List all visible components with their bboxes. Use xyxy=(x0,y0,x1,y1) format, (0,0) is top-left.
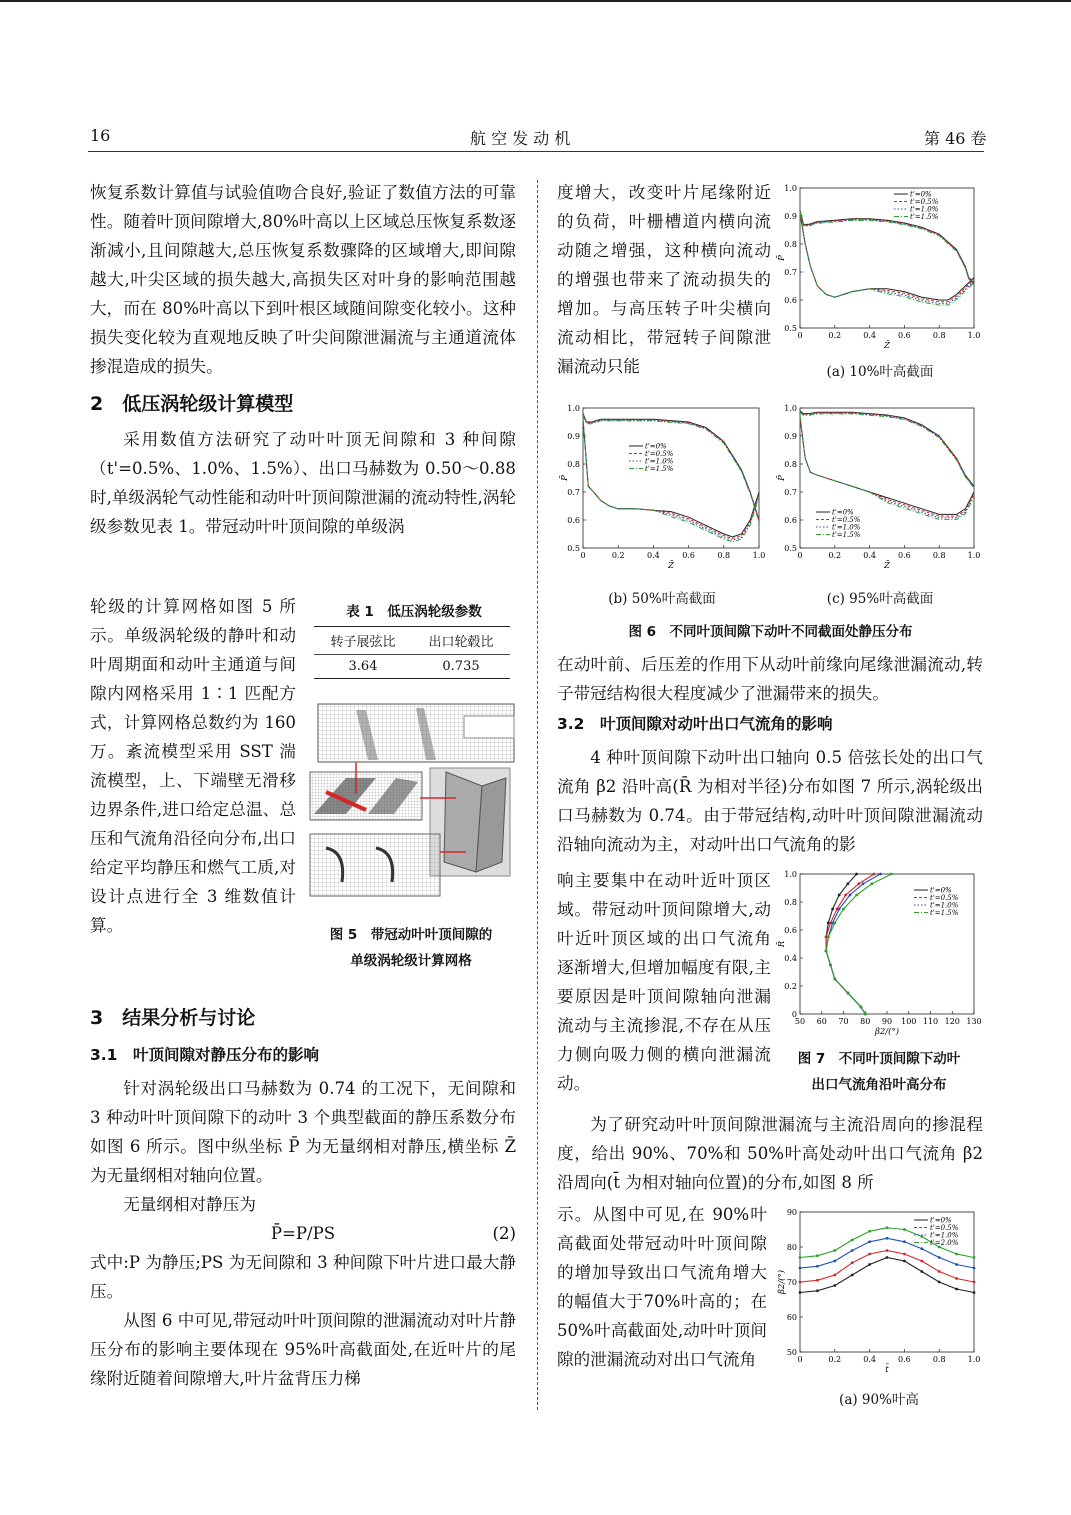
table-1 xyxy=(314,600,514,679)
paragraph: 采用数值方法研究了动叶叶顶无间隙和 3 种间隙（t'=0.5%、1.0%、1.5%）、出口马赫数为 0.50～0.88 时,单级涡轮气动性能和动叶叶顶间隙泄漏的流动特性,涡轮级参数见表 1。带冠动叶叶顶间隙的单级涡 xyxy=(90,430,516,536)
data-point xyxy=(833,1249,836,1252)
x-tick-label: 0 xyxy=(797,1355,803,1364)
x-tick-label: 100 xyxy=(901,1017,917,1026)
y-tick-label: 0.5 xyxy=(567,544,580,553)
data-point xyxy=(855,894,858,897)
right-column-mid xyxy=(557,650,983,859)
data-point xyxy=(886,1249,889,1252)
fig6c-label: (c) 95%叶高截面 xyxy=(826,591,934,607)
x-tick-label: 0 xyxy=(797,551,803,560)
data-point xyxy=(864,1013,867,1016)
data-point xyxy=(973,1256,976,1259)
data-point xyxy=(846,992,849,995)
data-point xyxy=(938,1270,941,1273)
right-column-lower xyxy=(557,1110,983,1197)
subsection-heading-3-1: 3.1 叶顶间隙对静压分布的影响 xyxy=(90,1046,319,1064)
data-point xyxy=(955,1277,958,1280)
y-tick-label: 0.6 xyxy=(784,296,797,305)
table-header: 出口轮毂比 xyxy=(428,635,494,650)
legend-label: t'=0% xyxy=(910,190,932,199)
x-tick-label: 130 xyxy=(966,1017,982,1026)
left-column-top xyxy=(90,178,516,541)
legend-label: t'=0.5% xyxy=(930,894,959,902)
legend-label: t'=1.0% xyxy=(930,901,959,910)
series-line-lower xyxy=(800,213,974,300)
data-point xyxy=(870,882,873,885)
data-point xyxy=(868,1263,871,1266)
data-point xyxy=(890,873,893,876)
data-point xyxy=(938,1281,941,1284)
legend-label: t'=0.5% xyxy=(645,450,674,458)
legend-label: t'=1.0% xyxy=(910,205,939,214)
legend-label: t'=0.5% xyxy=(930,1224,959,1232)
table-cell: 0.735 xyxy=(442,659,480,674)
data-point xyxy=(873,873,876,876)
data-point xyxy=(973,1267,976,1270)
x-tick-label: 0.8 xyxy=(932,331,946,340)
legend-label: t'=0.5% xyxy=(910,198,939,206)
legend-label: t'=1.5% xyxy=(832,531,861,539)
data-point xyxy=(825,950,828,953)
right-column-wrap-1 xyxy=(557,178,771,381)
x-tick-label: 0.6 xyxy=(898,1355,911,1364)
data-point xyxy=(799,1256,802,1259)
data-point xyxy=(827,936,830,939)
x-tick-label: 90 xyxy=(881,1017,893,1026)
data-point xyxy=(920,1270,923,1273)
paragraph: 式中:P 为静压;PS 为无间隙和 3 种间隙下叶片进口最大静压。 xyxy=(90,1253,516,1301)
x-tick-label: 0.8 xyxy=(932,551,946,560)
data-point xyxy=(860,1006,863,1009)
top-rule xyxy=(0,0,1071,2)
x-tick-label: 1.0 xyxy=(967,331,981,340)
table-title: 表 1 低压涡轮级参数 xyxy=(346,604,482,620)
y-tick-label: 0.8 xyxy=(784,240,797,249)
header-rule xyxy=(88,151,984,152)
data-point xyxy=(903,1260,906,1263)
fig8a-label: (a) 90%叶高 xyxy=(839,1392,919,1408)
x-tick-label: 70 xyxy=(838,1017,849,1026)
equation-number: (2) xyxy=(492,1224,516,1243)
x-tick-label: 0.8 xyxy=(717,551,731,560)
legend-label: t'=1.0% xyxy=(832,523,861,532)
paragraph: 为了研究动叶叶顶间隙泄漏流与主流沿周向的掺混程度，给出 90%、70%和 50%叶高处动叶出口气流角 β2 沿周向(t̄ 为相对轴向位置)的分布,如图 8 所 xyxy=(557,1115,983,1192)
section-heading-2: 2 低压涡轮级计算模型 xyxy=(90,393,294,415)
data-point xyxy=(799,1267,802,1270)
fig6b-chart xyxy=(557,400,767,578)
data-point xyxy=(816,1279,819,1282)
legend-label: t'=1.5% xyxy=(930,909,959,917)
data-point xyxy=(851,1261,854,1264)
fig6a-label: (a) 10%叶高截面 xyxy=(826,364,934,380)
data-point xyxy=(838,908,841,911)
series-line-lower xyxy=(800,416,974,519)
x-tick-label: 120 xyxy=(944,1017,960,1026)
y-axis-label: β2/(°) xyxy=(777,1269,787,1295)
right-column-wrap-2 xyxy=(557,866,771,1098)
y-tick-label: 0.5 xyxy=(784,324,797,333)
legend-label: t'=1.5% xyxy=(910,213,939,221)
data-point xyxy=(920,1247,923,1250)
legend-label: t'=0% xyxy=(930,1216,952,1225)
y-tick-label: 0.8 xyxy=(567,460,580,469)
fig6a-chart xyxy=(776,180,984,355)
y-tick-label: 0.9 xyxy=(567,432,580,441)
series-line-lower xyxy=(583,419,759,542)
x-tick-label: 1.0 xyxy=(967,551,981,560)
data-point xyxy=(857,882,860,885)
x-tick-label: 0.6 xyxy=(682,551,695,560)
journal-title: 航 空 发 动 机 xyxy=(470,129,571,148)
legend-label: t'=1.0% xyxy=(930,1231,959,1240)
data-point xyxy=(833,1284,836,1287)
y-axis-label: R̄ xyxy=(777,940,787,948)
fig5-mesh-image xyxy=(306,702,516,914)
data-point xyxy=(833,922,836,925)
equation-2 xyxy=(90,1219,516,1248)
series-line-upper xyxy=(800,413,974,489)
y-tick-label: 1.0 xyxy=(784,404,797,413)
y-tick-label: 0.9 xyxy=(784,432,797,441)
data-point xyxy=(844,894,847,897)
x-tick-label: 0.2 xyxy=(828,551,842,560)
series-line-lower xyxy=(800,213,974,303)
data-point xyxy=(838,894,841,897)
x-axis-label: β2/(°) xyxy=(874,1027,900,1037)
data-point xyxy=(886,1237,889,1240)
x-tick-label: 1.0 xyxy=(752,551,766,560)
y-tick-label: 0.5 xyxy=(784,544,797,553)
left-column-bottom xyxy=(90,1004,516,1393)
paragraph: 针对涡轮级出口马赫数为 0.74 的工况下，无间隙和 3 种动叶叶顶间隙下的动叶 3 个典型截面的静压系数分布如图 6 所示。图中纵坐标 P̄ 为无量纲相对静压,横坐标 Z̄ 为无量纲相对轴向位置。 xyxy=(90,1079,516,1185)
series-line xyxy=(800,1251,974,1283)
y-tick-label: 1.0 xyxy=(784,870,797,879)
data-point xyxy=(920,1235,923,1238)
data-point xyxy=(903,1253,906,1256)
y-tick-label: 0 xyxy=(791,1010,797,1019)
series-line-upper xyxy=(800,212,974,285)
y-tick-label: 0.4 xyxy=(784,954,797,963)
data-point xyxy=(973,1281,976,1284)
legend-label: t'=0.5% xyxy=(832,516,861,524)
paragraph: 在动叶前、后压差的作用下从动叶前缘向尾缘泄漏流动,转子带冠结构很大程度减少了泄漏带来的损失。 xyxy=(557,655,983,703)
left-column-wrap xyxy=(90,592,296,940)
data-point xyxy=(868,1240,871,1243)
x-axis-label: t̄ xyxy=(885,1365,889,1375)
table-header: 转子展弦比 xyxy=(330,635,396,650)
x-tick-label: 0.6 xyxy=(898,331,911,340)
legend-label: t'=2.0% xyxy=(930,1239,959,1247)
fig6c-chart xyxy=(776,400,984,578)
x-tick-label: 0.2 xyxy=(828,331,842,340)
legend-label: t'=0% xyxy=(832,508,854,517)
data-point xyxy=(886,1256,889,1259)
x-tick-label: 0 xyxy=(580,551,586,560)
x-tick-label: 0.2 xyxy=(611,551,625,560)
y-tick-label: 0.6 xyxy=(784,926,797,935)
x-tick-label: 0.4 xyxy=(863,331,876,340)
data-point xyxy=(879,873,882,876)
y-tick-label: 1.0 xyxy=(784,184,797,193)
data-point xyxy=(829,964,832,967)
y-tick-label: 90 xyxy=(786,1208,797,1217)
fig7-caption-line: 出口气流角沿叶高分布 xyxy=(811,1077,947,1093)
fig8a-chart xyxy=(774,1206,984,1382)
paragraph: 恢复系数计算值与试验值吻合良好,验证了数值方法的可靠性。随着叶顶间隙增大,80%叶高以上区域总压恢复系数逐渐减小,且间隙越大,总压恢复系数骤降的区域增大,即间隙越大,叶尖区域的损失越大,高损失区对叶身的影响范围越大，而在 80%叶高以下到叶根区域随间隙变化较小。这种损失变化较为直观地反映了叶尖间隙泄漏流与主通道流体掺混造成的损失。 xyxy=(90,183,516,376)
data-point xyxy=(833,978,836,981)
data-point xyxy=(886,1226,889,1229)
x-tick-label: 0.4 xyxy=(647,551,660,560)
fig5-caption-line: 图 5 带冠动叶叶顶间隙的 xyxy=(329,927,493,943)
section-heading-3: 3 结果分析与讨论 xyxy=(90,1007,256,1029)
paragraph: 示。从图中可见,在 90%叶高截面处带冠动叶叶顶间隙的增加导致出口气流角增大的幅值大于70%叶高的；在 50%叶高截面处,动叶叶顶间隙的泄漏流动对出口气流角 xyxy=(557,1205,767,1369)
legend-label: t'=0% xyxy=(645,442,667,451)
data-point xyxy=(851,1274,854,1277)
fig5-caption xyxy=(306,922,516,974)
x-tick-label: 0 xyxy=(797,331,803,340)
series-line-lower xyxy=(583,419,759,540)
x-tick-label: 60 xyxy=(816,1017,827,1026)
fig7-caption xyxy=(776,1046,982,1098)
y-tick-label: 0.6 xyxy=(784,516,797,525)
plot-frame xyxy=(583,408,759,548)
data-point xyxy=(816,1265,819,1268)
series-line-lower xyxy=(583,419,759,537)
fig6b-label: (b) 50%叶高截面 xyxy=(608,591,716,607)
paragraph: 无量纲相对静压为 xyxy=(123,1195,256,1214)
y-tick-label: 0.8 xyxy=(784,460,797,469)
volume-label: 第 46 卷 xyxy=(924,129,987,148)
data-point xyxy=(816,1254,819,1257)
data-point xyxy=(955,1263,958,1266)
y-tick-label: 50 xyxy=(786,1348,797,1357)
page-number: 16 xyxy=(90,126,111,145)
column-divider xyxy=(537,180,538,1410)
series-line-lower xyxy=(800,416,974,514)
paragraph: 轮级的计算网格如图 5 所示。单级涡轮级的静叶和动叶周期面和动叶主通道与间隙内网格采用 1∶1 匹配方式，计算网格总数约为 160 万。紊流模型采用 SST 湍流模型，上、下端壁无滑移边界条件,进口给定总温、总压和气流角沿径向分布,出口给定平均静压和燃气工质,对设计点进行全 3 维数值计算。 xyxy=(90,597,296,935)
y-axis-label: P̄ xyxy=(560,475,570,481)
data-point xyxy=(920,1260,923,1263)
y-tick-label: 0.7 xyxy=(784,268,797,277)
data-point xyxy=(862,882,865,885)
series-line xyxy=(826,874,891,1014)
data-point xyxy=(799,1291,802,1294)
x-tick-label: 0.4 xyxy=(863,551,876,560)
paragraph: 从图 6 中可见,带冠动叶叶顶间隙的泄漏流动对叶片静压分布的影响主要体现在 95%叶高截面处,在近叶片的尾缘附近随着间隙增大,叶片盆背压力梯 xyxy=(90,1311,516,1388)
data-point xyxy=(833,1260,836,1263)
data-point xyxy=(938,1256,941,1259)
data-point xyxy=(851,1239,854,1242)
data-point xyxy=(799,1281,802,1284)
fig7-caption-line: 图 7 不同叶顶间隙下动叶 xyxy=(797,1051,961,1067)
plot-frame xyxy=(800,188,974,328)
y-tick-label: 0.9 xyxy=(784,212,797,221)
fig6-caption: 图 6 不同叶顶间隙下动叶不同截面处静压分布 xyxy=(628,624,913,640)
series-line-upper xyxy=(800,411,974,487)
x-tick-label: 1.0 xyxy=(967,1355,981,1364)
x-axis-label: Z̄ xyxy=(884,341,890,351)
data-point xyxy=(831,908,834,911)
paragraph: 4 种叶顶间隙下动叶出口轴向 0.5 倍弦长处的出口气流角 β2 沿叶高(R̄ 为相对半径)分布如图 7 所示,涡轮级出口马赫数为 0.74。由于带冠结构,动叶叶顶间隙泄漏流动沿轴向流动为主，对动叶出口气流角的影 xyxy=(557,748,983,854)
data-point xyxy=(851,1249,854,1252)
x-tick-label: 0.2 xyxy=(828,1355,842,1364)
y-tick-label: 0.8 xyxy=(784,898,797,907)
x-tick-label: 110 xyxy=(922,1017,939,1026)
fig5-caption-line: 单级涡轮级计算网格 xyxy=(350,953,472,969)
y-tick-label: 0.7 xyxy=(567,488,580,497)
y-axis-label: P̄ xyxy=(777,475,787,481)
paragraph: 度增大，改变叶片尾缘附近的负荷，叶栅槽道内横向流动随之增强，这种横向流动的增强也带来了流动损失的增加。与高压转子叶尖横向流动相比，带冠转子间隙泄漏流动只能 xyxy=(557,183,771,376)
data-point xyxy=(846,882,849,885)
legend-label: t'=1.0% xyxy=(645,457,674,466)
x-axis-label: Z̄ xyxy=(884,561,890,571)
y-tick-label: 70 xyxy=(786,1278,797,1287)
series-line-lower xyxy=(800,416,974,516)
data-point xyxy=(903,1228,906,1231)
y-tick-label: 0.2 xyxy=(784,982,797,991)
x-tick-label: 0.6 xyxy=(898,551,911,560)
y-tick-label: 60 xyxy=(786,1313,797,1322)
table-cell: 3.64 xyxy=(348,659,378,674)
series-line xyxy=(826,874,880,1014)
x-tick-label: 50 xyxy=(794,1017,806,1026)
data-point xyxy=(833,1274,836,1277)
subsection-heading-3-2: 3.2 叶顶间隙对动叶出口气流角的影响 xyxy=(557,715,833,733)
x-tick-label: 0.4 xyxy=(863,1355,876,1364)
params-table xyxy=(314,626,510,679)
data-point xyxy=(868,1253,871,1256)
y-tick-label: 80 xyxy=(786,1243,797,1252)
paragraph: 响主要集中在动叶近叶顶区域。带冠动叶顶间隙增大,动叶近叶顶区域的出口气流角逐渐增大,但增加幅度有限,主要原因是叶顶间隙轴向泄漏流动与主流掺混,不存在从压力侧向吸力侧的横向泄漏流动。 xyxy=(557,871,771,1093)
x-axis-label: Z̄ xyxy=(668,561,674,571)
legend-label: t'=1.5% xyxy=(645,465,674,473)
series-line-upper xyxy=(800,211,974,284)
legend-label: t'=0% xyxy=(930,886,952,895)
data-point xyxy=(868,1230,871,1233)
x-tick-label: 0.8 xyxy=(932,1355,946,1364)
y-tick-label: 0.6 xyxy=(567,516,580,525)
series-line-lower xyxy=(583,419,759,538)
data-point xyxy=(955,1288,958,1291)
data-point xyxy=(955,1253,958,1256)
y-tick-label: 0.7 xyxy=(784,488,797,497)
data-point xyxy=(849,894,852,897)
series-line-lower xyxy=(800,213,974,305)
y-tick-label: 1.0 xyxy=(567,404,580,413)
data-point xyxy=(842,908,845,911)
right-column-wrap-3 xyxy=(557,1200,767,1374)
data-point xyxy=(816,1289,819,1292)
y-axis-label: P̄ xyxy=(777,255,787,261)
data-point xyxy=(855,873,858,876)
equation-body: P̄=P/PS xyxy=(270,1224,336,1243)
data-point xyxy=(973,1291,976,1294)
fig7-chart xyxy=(774,868,984,1044)
x-tick-label: 80 xyxy=(860,1017,871,1026)
data-point xyxy=(903,1240,906,1243)
mesh-b2b-view xyxy=(310,834,440,896)
